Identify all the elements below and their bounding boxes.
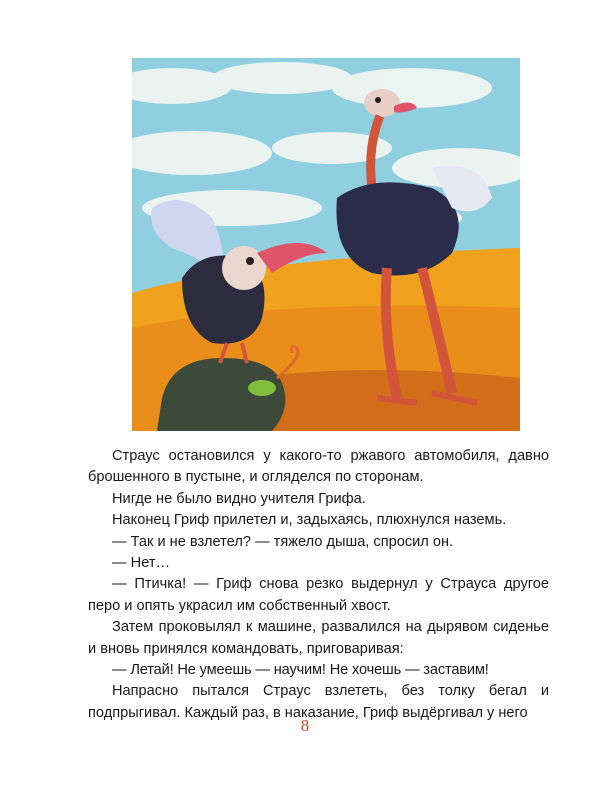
paragraph: Напрасно пытался Страус взлететь, без толку бегал и подпрыгивал. Каждый раз, в наказание, Гриф выдёргивал у него xyxy=(88,683,549,721)
paragraph: — Птичка! — Гриф снова резко выдернул у Страуса другое перо и опять украсил им собственный хвост. xyxy=(88,576,549,614)
paragraph: — Так и не взлетел? — тяжело дыша, спросил он. xyxy=(112,533,454,550)
illustration-canvas xyxy=(132,58,520,431)
paragraph: Нигде не было видно учителя Грифа. xyxy=(112,490,366,507)
paragraph: Наконец Гриф прилетел и, задыхаясь, плюхнулся наземь. xyxy=(112,512,507,529)
paragraph: — Летай! Не умеешь — научим! Не хочешь — заставим! xyxy=(112,662,489,679)
paragraph: — Нет… xyxy=(112,555,171,572)
story-text xyxy=(88,446,549,724)
paragraph: Затем проковылял к машине, развалился на дырявом сиденье и вновь принялся командовать, приговаривая: xyxy=(88,619,549,657)
paragraph: Страус остановился у какого-то ржавого автомобиля, давно брошенного в пустыне, и огляделся по сторонам. xyxy=(88,448,549,486)
ostrich-and-vulture-illustration xyxy=(132,58,520,431)
page-number: 8 xyxy=(300,716,310,735)
